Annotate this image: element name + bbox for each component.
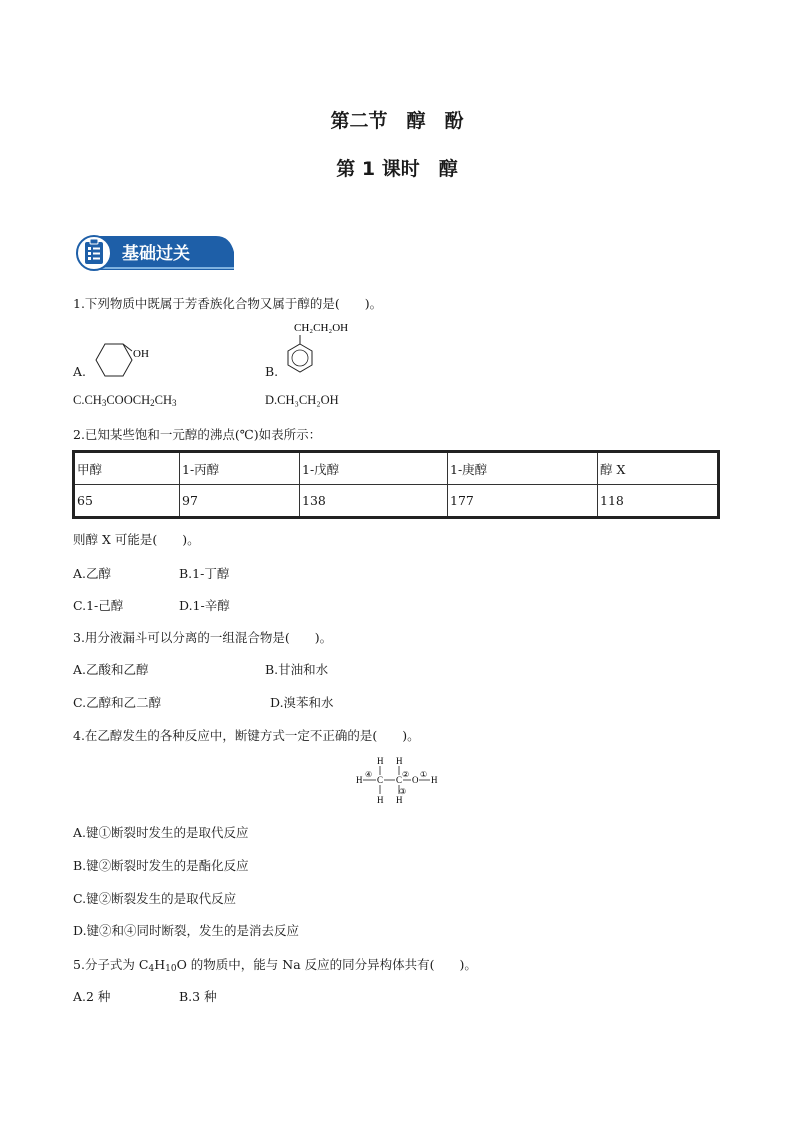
q4-option-c: C.键②断裂发生的是取代反应	[73, 891, 237, 906]
q4-option-b: B.键②断裂时发生的是酯化反应	[73, 858, 249, 873]
q4-option-a: A.键①断裂时发生的是取代反应	[73, 825, 249, 840]
bond-mark: ④	[365, 770, 373, 779]
section-title: 第二节 醇 酚	[330, 110, 464, 132]
ethanol-atom: H	[356, 775, 363, 785]
ethanol-structure	[352, 752, 444, 808]
q1-option-b-label: B.	[265, 364, 279, 379]
phenylethanol-structure	[278, 318, 378, 382]
q1-stem: 1.下列物质中既属于芳香族化合物又属于醇的是( )。	[73, 296, 383, 311]
ethanol-atom: C	[377, 775, 384, 785]
table-header-cell: 甲醇	[74, 452, 180, 485]
bond-mark: ②	[402, 770, 410, 779]
q2-option-b: B.1-丁醇	[179, 566, 230, 581]
section-banner	[76, 232, 236, 272]
ethanol-atom: H	[377, 756, 384, 766]
table-header-cell: 1-丙醇	[180, 452, 300, 485]
table-cell: 97	[180, 485, 300, 518]
q2-option-d: D.1-辛醇	[179, 598, 230, 613]
bond-mark: ③	[399, 787, 407, 796]
ethanol-atom: H	[431, 775, 438, 785]
ethanol-atom: H	[377, 795, 384, 805]
table-cell: 65	[74, 485, 180, 518]
q3-option-c: C.乙醇和乙二醇	[73, 695, 162, 710]
boiling-point-table	[72, 450, 720, 519]
q1-option-d: D.CH₃CH₂OH	[265, 393, 339, 407]
table-row	[74, 452, 719, 485]
q3-option-b: B.甘油和水	[265, 662, 329, 677]
cyclohexanol-structure	[86, 338, 166, 382]
q2-option-c: C.1-己醇	[73, 598, 124, 613]
table-header-cell: 1-庚醇	[448, 452, 598, 485]
q3-option-a: A.乙酸和乙醇	[73, 662, 149, 677]
lesson-title: 第 1 课时 醇	[336, 158, 458, 180]
q5-option-b: B.3 种	[179, 989, 217, 1004]
banner-label: 基础过关	[122, 244, 190, 264]
q4-stem: 4.在乙醇发生的各种反应中，断键方式一定不正确的是( )。	[73, 728, 420, 743]
q1-option-a-label: A.	[73, 364, 87, 379]
q1-option-c: $C.CH_3COOCH_2CH_3$	[73, 393, 177, 408]
table-header-cell: 醇 X	[598, 452, 719, 485]
ethanol-atom: H	[396, 795, 403, 805]
table-cell: 177	[448, 485, 598, 518]
q1-option-b-group: CH₂CH₂OH	[294, 322, 349, 334]
q2-stem: 2.已知某些饱和一元醇的沸点(℃)如表所示：	[73, 427, 322, 442]
bond-mark: ①	[420, 770, 428, 779]
table-row	[74, 485, 719, 518]
q3-stem: 3.用分液漏斗可以分离的一组混合物是( )。	[73, 630, 333, 645]
q3-option-d: D.溴苯和水	[270, 695, 334, 710]
table-header-cell: 1-戊醇	[300, 452, 448, 485]
ethanol-atom: C	[396, 775, 403, 785]
table-cell: 118	[598, 485, 719, 518]
q4-option-d: D.键②和④同时断裂，发生的是消去反应	[73, 923, 300, 938]
table-cell: 138	[300, 485, 448, 518]
q2-follow: 则醇 X 可能是( )。	[73, 532, 200, 547]
ethanol-atom: O	[412, 775, 419, 785]
ethanol-atom: H	[396, 756, 403, 766]
q1-option-a-group: OH	[133, 348, 149, 360]
q5-option-a: A.2 种	[73, 989, 111, 1004]
q5-stem: 5.分子式为 $C_4H_{10}O$ 的物质中，能与 Na 反应的同分异构体共有( )。	[73, 957, 477, 974]
clipboard-icon	[85, 239, 103, 264]
q2-option-a: A.乙醇	[73, 566, 112, 581]
